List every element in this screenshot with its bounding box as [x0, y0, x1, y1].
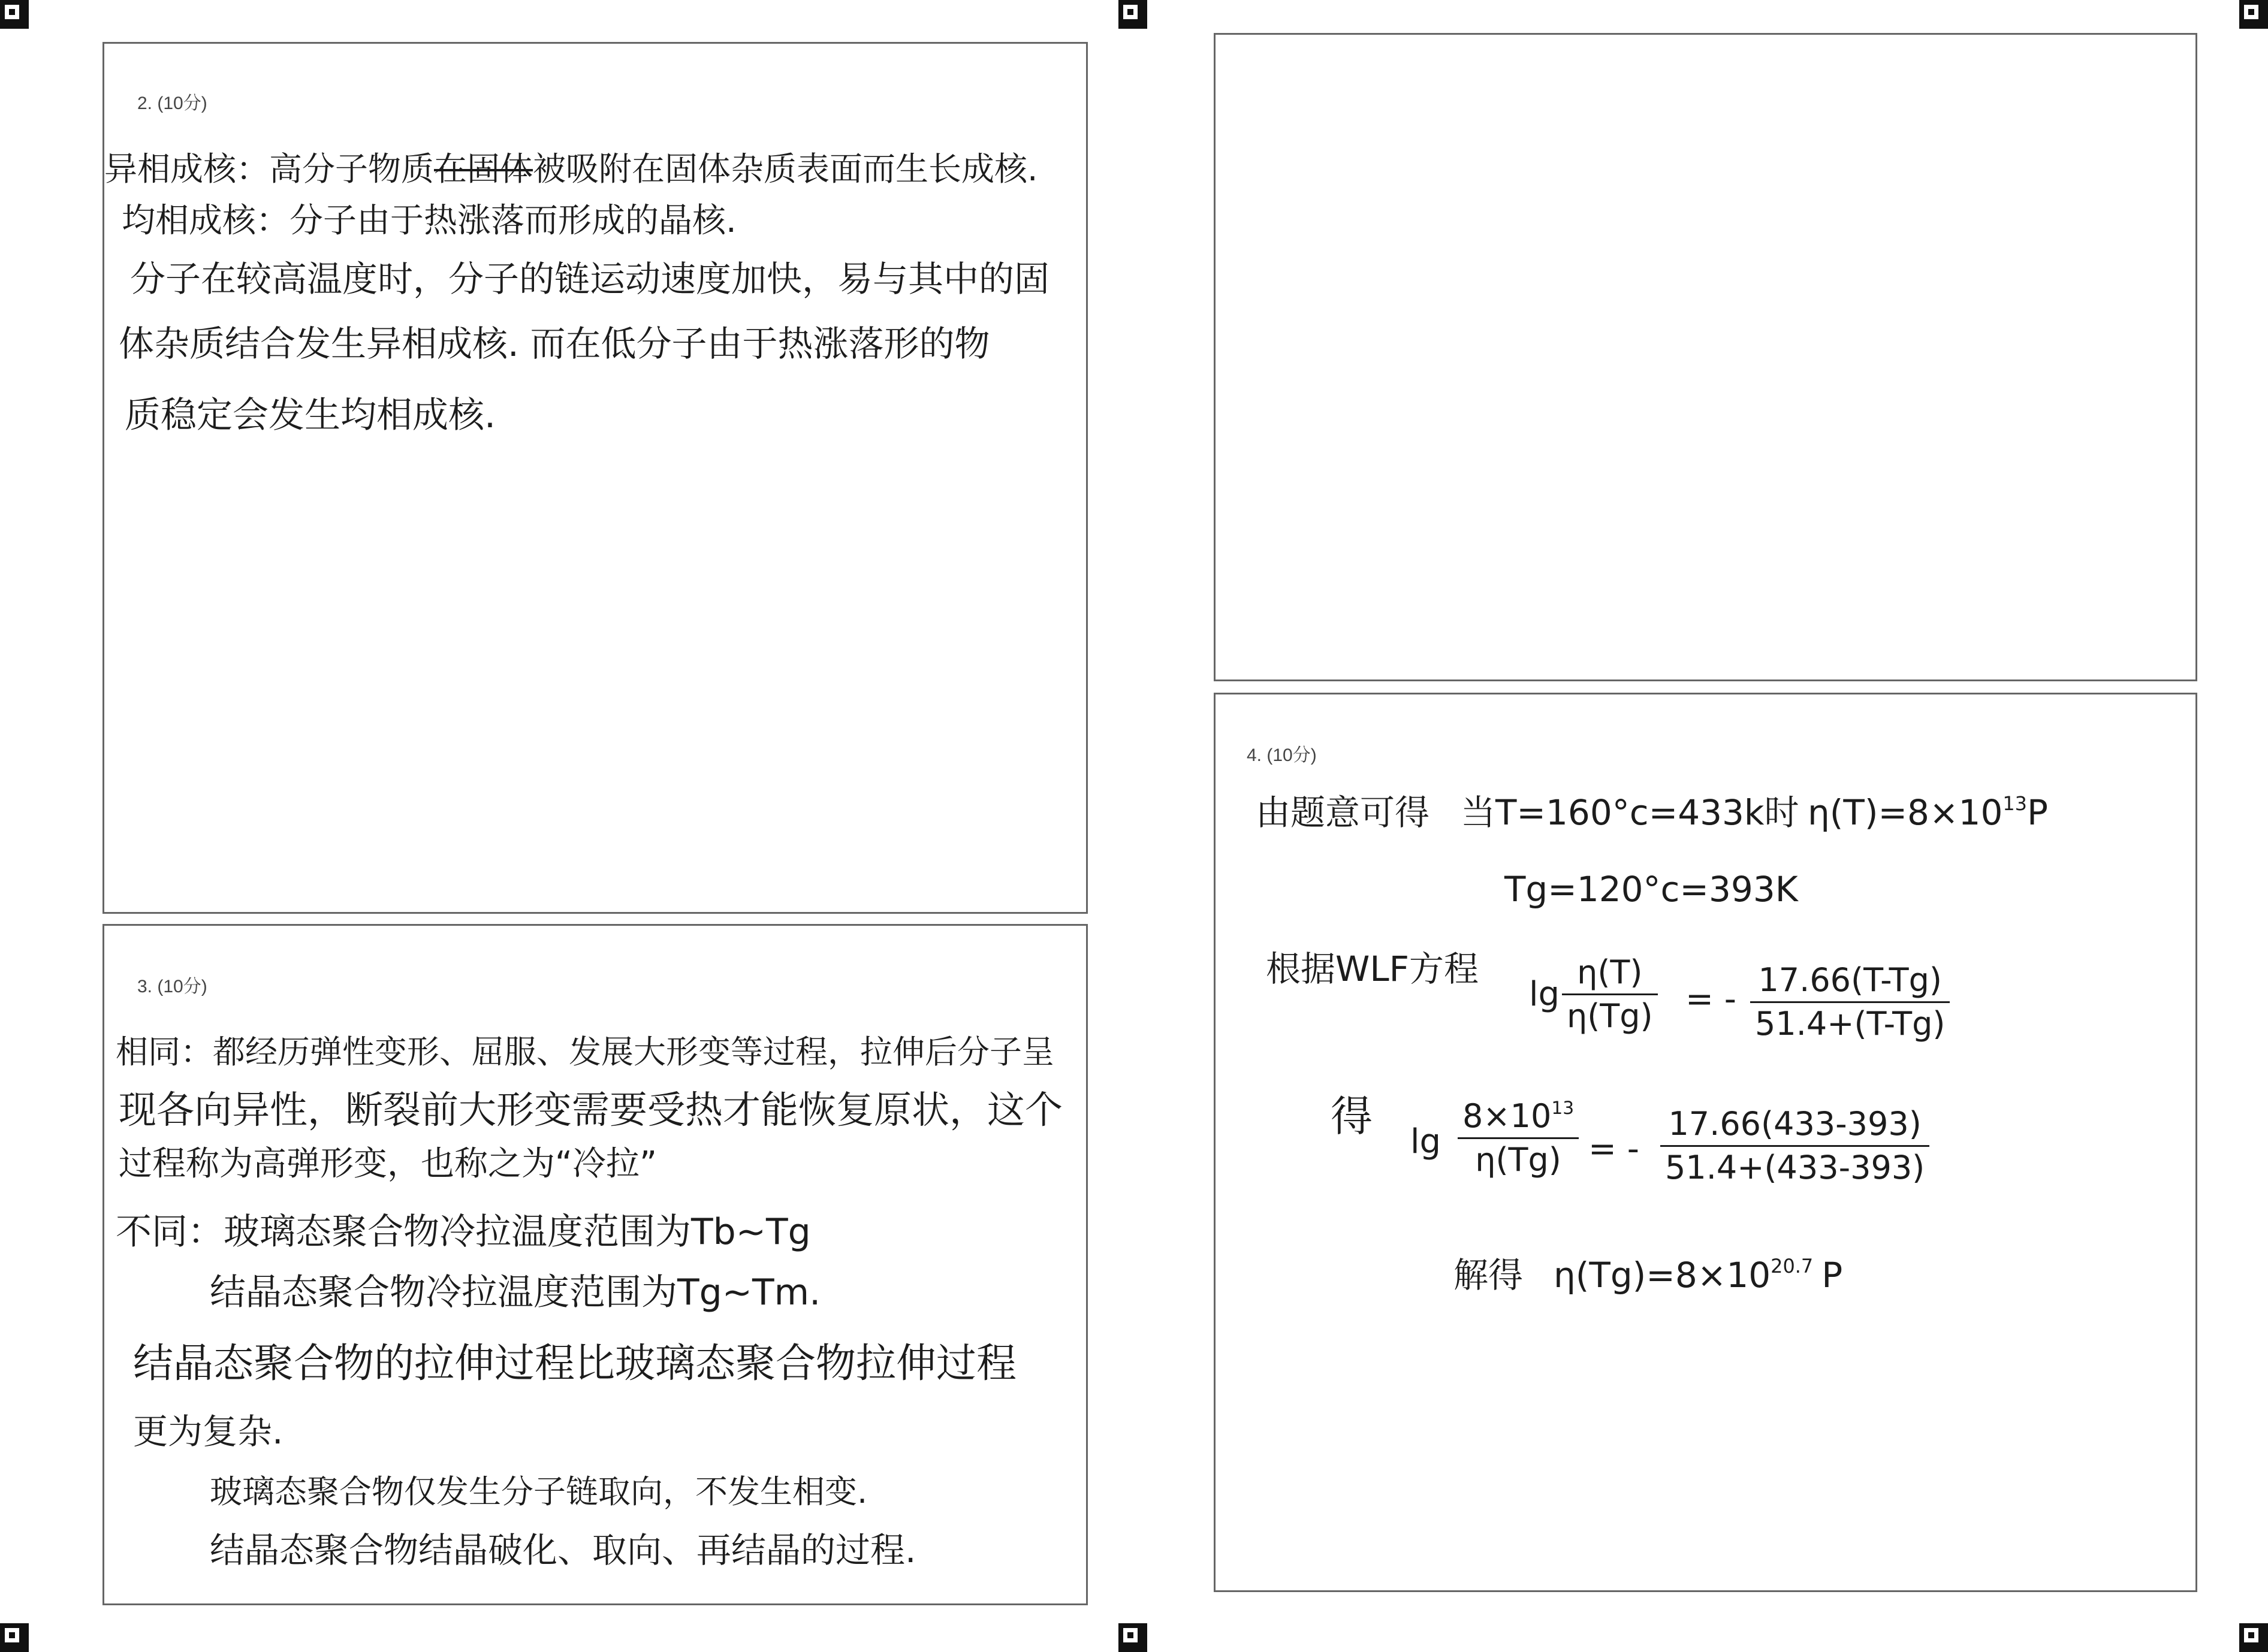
q4-substitution-equals: = -: [1588, 1129, 1639, 1168]
question-label-q2: 2. (10分): [137, 93, 207, 113]
q4-viscosity-exponent: 13: [2002, 792, 2027, 816]
q4-result: [1554, 1255, 1843, 1295]
q4-result-unit: P: [1821, 1255, 1843, 1295]
fraction-bar: [1660, 1145, 1929, 1147]
q4-result-label: 解得: [1453, 1255, 1524, 1295]
q4-glass-temperature: Tg=120°c=393K: [1504, 869, 1798, 910]
q2-line-1-struck-text: 在固体: [434, 150, 533, 188]
q4-substitution-lg: lg: [1410, 1122, 1441, 1161]
q3-line-4: 不同：玻璃态聚合物冷拉温度范围为Tb~Tg: [116, 1211, 811, 1253]
q2-line-1-text-a: 异相成核：高分子物质: [104, 150, 435, 188]
q2-line-4: 体杂质结合发生异相成核. 而在低分子由于热涨落形的物: [119, 323, 990, 364]
q4-substitution-label: 得: [1331, 1092, 1373, 1141]
q2-line-2: 均相成核：分子由于热涨落而形成的晶核.: [122, 201, 737, 240]
registration-mark-top-right: [2239, 0, 2268, 29]
fraction-numerator: η(T): [1577, 953, 1643, 991]
q3-line-7: 更为复杂.: [133, 1411, 284, 1452]
q3-line-8: 玻璃态聚合物仅发生分子链取向，不发生相变.: [210, 1473, 868, 1511]
blank-answer-box: [1214, 33, 2197, 681]
fraction-numerator-exponent: 13: [1551, 1097, 1575, 1119]
q4-viscosity-unit: P: [2026, 792, 2048, 833]
q4-result-base: η(Tg)=8×10: [1554, 1255, 1771, 1295]
fraction-denominator: η(Tg): [1567, 997, 1653, 1035]
q3-line-3: 过程称为高弹形变，也称之为“冷拉”: [119, 1144, 658, 1183]
q4-condition: 当T=160°c=433k时: [1461, 792, 1799, 833]
q2-line-3: 分子在较高温度时，分子的链运动速度加快，易与其中的固: [130, 258, 1050, 300]
q4-wlf-label: 根据WLF方程: [1266, 949, 1479, 989]
question-label-q4: 4. (10分): [1247, 745, 1317, 765]
q2-line-1-text-b: 被吸附在固体杂质表面而生长成核.: [533, 150, 1038, 188]
q4-substitution-right-fraction: [1660, 1106, 1929, 1186]
q4-viscosity-given: [1808, 792, 2048, 833]
fraction-numerator-base: 8×10: [1462, 1097, 1552, 1135]
registration-mark-bottom-left: [0, 1623, 29, 1652]
q4-wlf-equals: = -: [1685, 980, 1736, 1019]
q4-wlf-left-fraction: [1562, 954, 1658, 1035]
fraction-bar: [1750, 1001, 1950, 1003]
q4-substitution-left-fraction: [1458, 1098, 1579, 1179]
fraction-denominator: 51.4+(T-Tg): [1755, 1005, 1946, 1043]
fraction-bar: [1562, 993, 1658, 995]
fraction-numerator: [1458, 1098, 1579, 1135]
registration-mark-top-middle: [1118, 0, 1147, 29]
fraction-bar: [1458, 1137, 1579, 1139]
q3-line-2: 现各向异性，断裂前大形变需要受热才能恢复原状，这个: [119, 1088, 1063, 1132]
q2-line-5: 质稳定会发生均相成核.: [125, 394, 496, 436]
q4-intro: 由题意可得: [1256, 792, 1430, 833]
q4-result-exponent: 20.7: [1771, 1255, 1814, 1278]
q3-line-1: 相同：都经历弹性变形、屈服、发展大形变等过程，拉伸后分子呈: [116, 1033, 1054, 1071]
fraction-numerator: 17.66(T-Tg): [1758, 961, 1942, 999]
q4-wlf-right-fraction: [1750, 962, 1950, 1043]
registration-mark-bottom-middle: [1118, 1623, 1147, 1652]
q2-line-1: [104, 150, 1038, 188]
registration-mark-top-left: [0, 0, 29, 29]
q4-viscosity-base: η(T)=8×10: [1808, 792, 2003, 833]
q4-wlf-lg: lg: [1529, 975, 1560, 1014]
question-label-q3: 3. (10分): [137, 977, 207, 996]
fraction-denominator: 51.4+(433-393): [1665, 1149, 1925, 1187]
q3-line-5: 结晶态聚合物冷拉温度范围为Tg~Tm.: [210, 1272, 821, 1313]
q3-line-9: 结晶态聚合物结晶破化、取向、再结晶的过程.: [210, 1530, 916, 1571]
registration-mark-bottom-right: [2239, 1623, 2268, 1652]
q3-line-6: 结晶态聚合物的拉伸过程比玻璃态聚合物拉伸过程: [133, 1340, 1017, 1387]
fraction-denominator: η(Tg): [1475, 1141, 1561, 1179]
fraction-numerator: 17.66(433-393): [1668, 1105, 1922, 1143]
